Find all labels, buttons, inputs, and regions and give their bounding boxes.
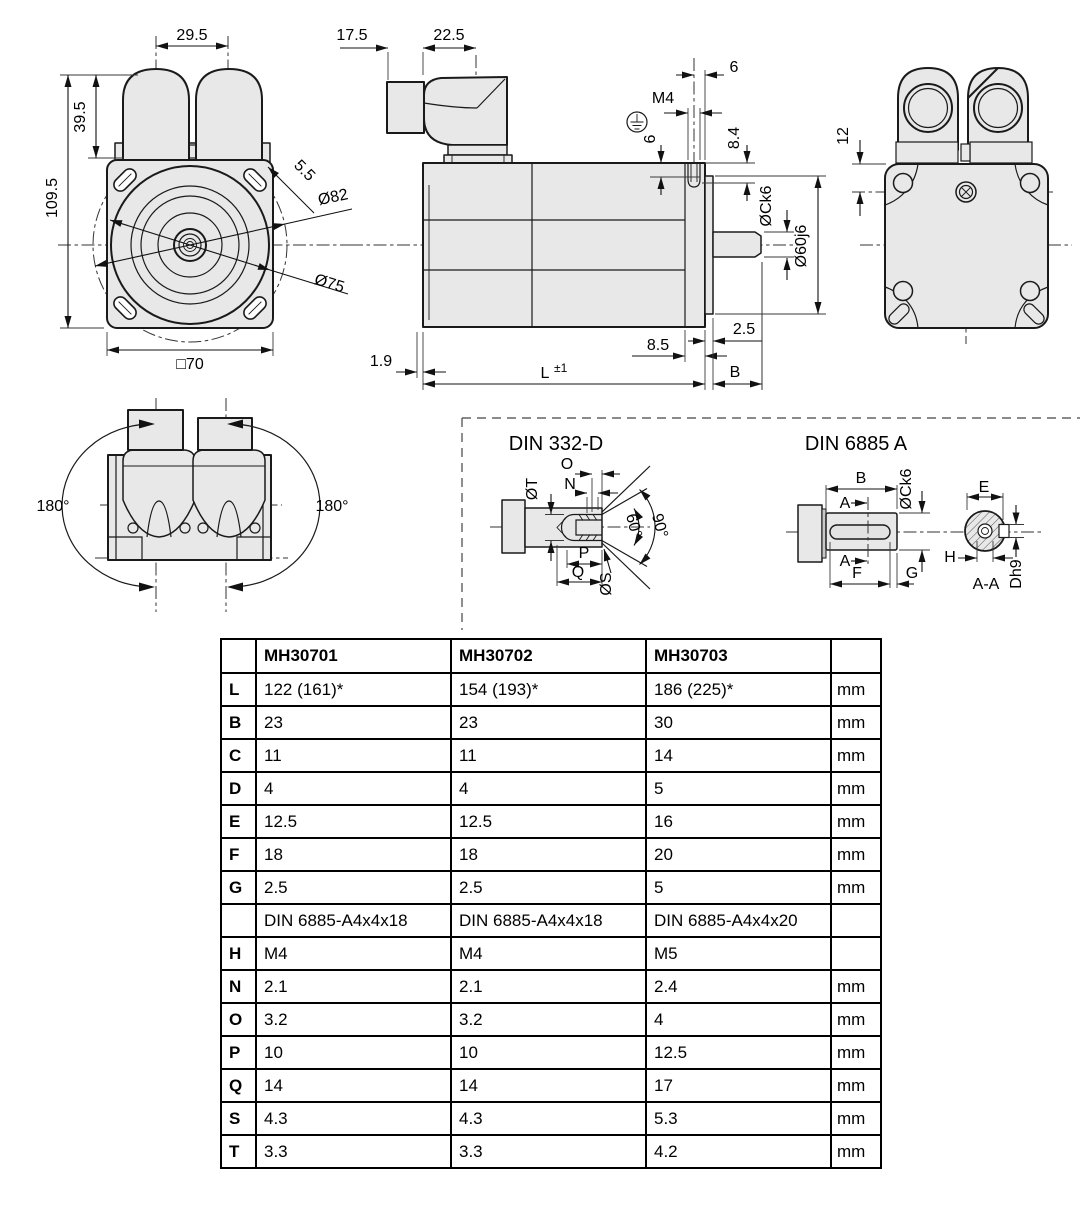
table-cell: 17	[646, 1069, 831, 1102]
table-cell: 3.2	[451, 1003, 646, 1036]
dim-L-tol: ±1	[554, 361, 568, 375]
table-row	[221, 805, 881, 838]
ground-screw	[956, 182, 976, 202]
table-row	[221, 739, 881, 772]
unit-cell: mm	[831, 970, 881, 1003]
dim-OT: ØT	[524, 477, 541, 501]
table-cell: 2.1	[256, 970, 451, 1003]
din-6885-a-detail	[786, 433, 1042, 593]
table-row	[221, 838, 881, 871]
dim-29-5: 29.5	[176, 27, 208, 44]
table-cell: 11	[451, 739, 646, 772]
din6885-title: DIN 6885 A	[804, 433, 908, 455]
table-cell: 4	[646, 1003, 831, 1036]
section-arrow-A-top: A	[839, 495, 851, 512]
unit-cell: mm	[831, 805, 881, 838]
table-cell: 5.3	[646, 1102, 831, 1135]
table-row	[221, 1135, 881, 1168]
table-row	[221, 904, 881, 937]
table-row	[221, 673, 881, 706]
angle-180-right: 180°	[315, 498, 349, 515]
unit-cell: mm	[831, 1135, 881, 1168]
table-cell: 2.5	[256, 871, 451, 904]
row-label: D	[221, 772, 256, 805]
dim-8-4: 8.4	[726, 126, 743, 150]
dim-pilot-circle: Ø75	[312, 271, 347, 297]
table-cell: 3.2	[256, 1003, 451, 1036]
header-mh30701: MH30701	[256, 639, 451, 673]
table-cell: 12.5	[451, 805, 646, 838]
table-cell: 12.5	[646, 1036, 831, 1069]
rotation-view	[36, 398, 348, 612]
table-cell: M5	[646, 937, 831, 970]
row-label: E	[221, 805, 256, 838]
unit-cell: mm	[831, 1069, 881, 1102]
dim-G: G	[905, 565, 919, 582]
angle-90: 90°	[648, 511, 671, 540]
table-cell: 10	[451, 1036, 646, 1069]
row-label: P	[221, 1036, 256, 1069]
dim-109-5: 109.5	[44, 177, 61, 219]
table-cell: M4	[451, 937, 646, 970]
unit-cell: mm	[831, 1003, 881, 1036]
table-cell: 30	[646, 706, 831, 739]
row-label: N	[221, 970, 256, 1003]
table-cell: 12.5	[256, 805, 451, 838]
section-arrow-A-bottom: A	[839, 553, 851, 570]
table-cell: 3.3	[451, 1135, 646, 1168]
unit-cell: mm	[831, 739, 881, 772]
table-cell: 4.3	[451, 1102, 646, 1135]
table-cell: 5	[646, 772, 831, 805]
table-cell: 186 (225)*	[646, 673, 831, 706]
table-row	[221, 970, 881, 1003]
earth-ground-icon	[627, 112, 647, 132]
header-blank	[221, 639, 256, 673]
table-row	[221, 1036, 881, 1069]
row-label: H	[221, 937, 256, 970]
table-cell: 14	[451, 1069, 646, 1102]
row-label: T	[221, 1135, 256, 1168]
unit-cell: mm	[831, 706, 881, 739]
unit-cell: mm	[831, 871, 881, 904]
table-cell: 2.4	[646, 970, 831, 1003]
row-label: O	[221, 1003, 256, 1036]
dim-E: E	[978, 479, 990, 496]
table-cell: 3.3	[256, 1135, 451, 1168]
table-row	[221, 706, 881, 739]
dim-2-5: 2.5	[732, 321, 756, 338]
dim-B-key: B	[855, 470, 867, 487]
din-332-d-detail	[490, 433, 671, 596]
dim-39-5: 39.5	[72, 101, 89, 133]
table-cell: 4	[451, 772, 646, 805]
thread-m4: M4	[651, 90, 675, 107]
unit-cell: mm	[831, 1102, 881, 1135]
row-label: Q	[221, 1069, 256, 1102]
table-cell: M4	[256, 937, 451, 970]
table-cell: 4	[256, 772, 451, 805]
table-cell: 11	[256, 739, 451, 772]
dim-O: O	[560, 456, 574, 473]
unit-cell	[831, 937, 881, 970]
dim-spigot-dia: Ø60j6	[793, 224, 810, 268]
row-label: L	[221, 673, 256, 706]
front-view	[44, 27, 352, 373]
table-cell: DIN 6885-A4x4x20	[646, 904, 831, 937]
unit-cell: mm	[831, 838, 881, 871]
table-cell: 4.3	[256, 1102, 451, 1135]
section-label-AA: A-A	[972, 576, 1000, 593]
table-row	[221, 871, 881, 904]
unit-cell: mm	[831, 673, 881, 706]
table-cell: 23	[256, 706, 451, 739]
row-label: S	[221, 1102, 256, 1135]
dim-22-5: 22.5	[433, 27, 465, 44]
table-cell: 23	[451, 706, 646, 739]
dim-8-5: 8.5	[646, 337, 670, 354]
dim-shaft-dia-key: ØCk6	[898, 468, 915, 510]
table-row	[221, 772, 881, 805]
row-label: C	[221, 739, 256, 772]
unit-cell: mm	[831, 772, 881, 805]
dim-square-70: □70	[176, 356, 204, 373]
table-cell: DIN 6885-A4x4x18	[256, 904, 451, 937]
table-row	[221, 1003, 881, 1036]
dimension-table	[220, 638, 882, 1169]
table-cell: 14	[646, 739, 831, 772]
table-cell: 154 (193)*	[451, 673, 646, 706]
header-mh30703: MH30703	[646, 639, 831, 673]
dim-17-5: 17.5	[336, 27, 368, 44]
table-header-row	[221, 639, 881, 673]
table-row	[221, 937, 881, 970]
dim-OS: ØS	[598, 572, 615, 596]
unit-cell: mm	[831, 1036, 881, 1069]
table-cell: 20	[646, 838, 831, 871]
dim-Dh9: Dh9	[1008, 559, 1025, 589]
rear-view	[835, 68, 1072, 344]
header-unit	[831, 639, 881, 673]
table-row	[221, 1102, 881, 1135]
table-cell: 122 (161)*	[256, 673, 451, 706]
unit-cell	[831, 904, 881, 937]
dim-bolt-circle: Ø82	[316, 186, 350, 210]
table-cell: 4.2	[646, 1135, 831, 1168]
table-cell: 18	[451, 838, 646, 871]
row-label: G	[221, 871, 256, 904]
dim-B: B	[729, 364, 741, 381]
table-cell: 10	[256, 1036, 451, 1069]
angle-180-left: 180°	[36, 498, 70, 515]
table-row	[221, 1069, 881, 1102]
table-cell: 2.5	[451, 871, 646, 904]
table-cell: 16	[646, 805, 831, 838]
dim-12: 12	[835, 127, 852, 145]
row-label: B	[221, 706, 256, 739]
dim-6-depth: 6	[642, 134, 659, 144]
dim-L: L	[540, 365, 550, 382]
table-cell: 18	[256, 838, 451, 871]
dim-N: N	[564, 476, 576, 493]
table-cell: 14	[256, 1069, 451, 1102]
dim-shaft-dia: ØCk6	[758, 185, 775, 227]
dim-Q: Q	[571, 564, 585, 581]
header-mh30702: MH30702	[451, 639, 646, 673]
row-label: F	[221, 838, 256, 871]
dim-6-top: 6	[729, 59, 739, 76]
dim-F: F	[852, 565, 862, 582]
din332-title: DIN 332-D	[508, 433, 604, 455]
table-cell: 2.1	[451, 970, 646, 1003]
dim-5-5: 5.5	[290, 156, 319, 185]
row-label	[221, 904, 256, 937]
dim-P: P	[578, 545, 590, 562]
dim-H: H	[944, 549, 956, 566]
dim-1-9: 1.9	[369, 353, 393, 370]
angle-60: 60°	[622, 511, 645, 540]
table-cell: DIN 6885-A4x4x18	[451, 904, 646, 937]
table-cell: 5	[646, 871, 831, 904]
side-view	[336, 27, 826, 390]
